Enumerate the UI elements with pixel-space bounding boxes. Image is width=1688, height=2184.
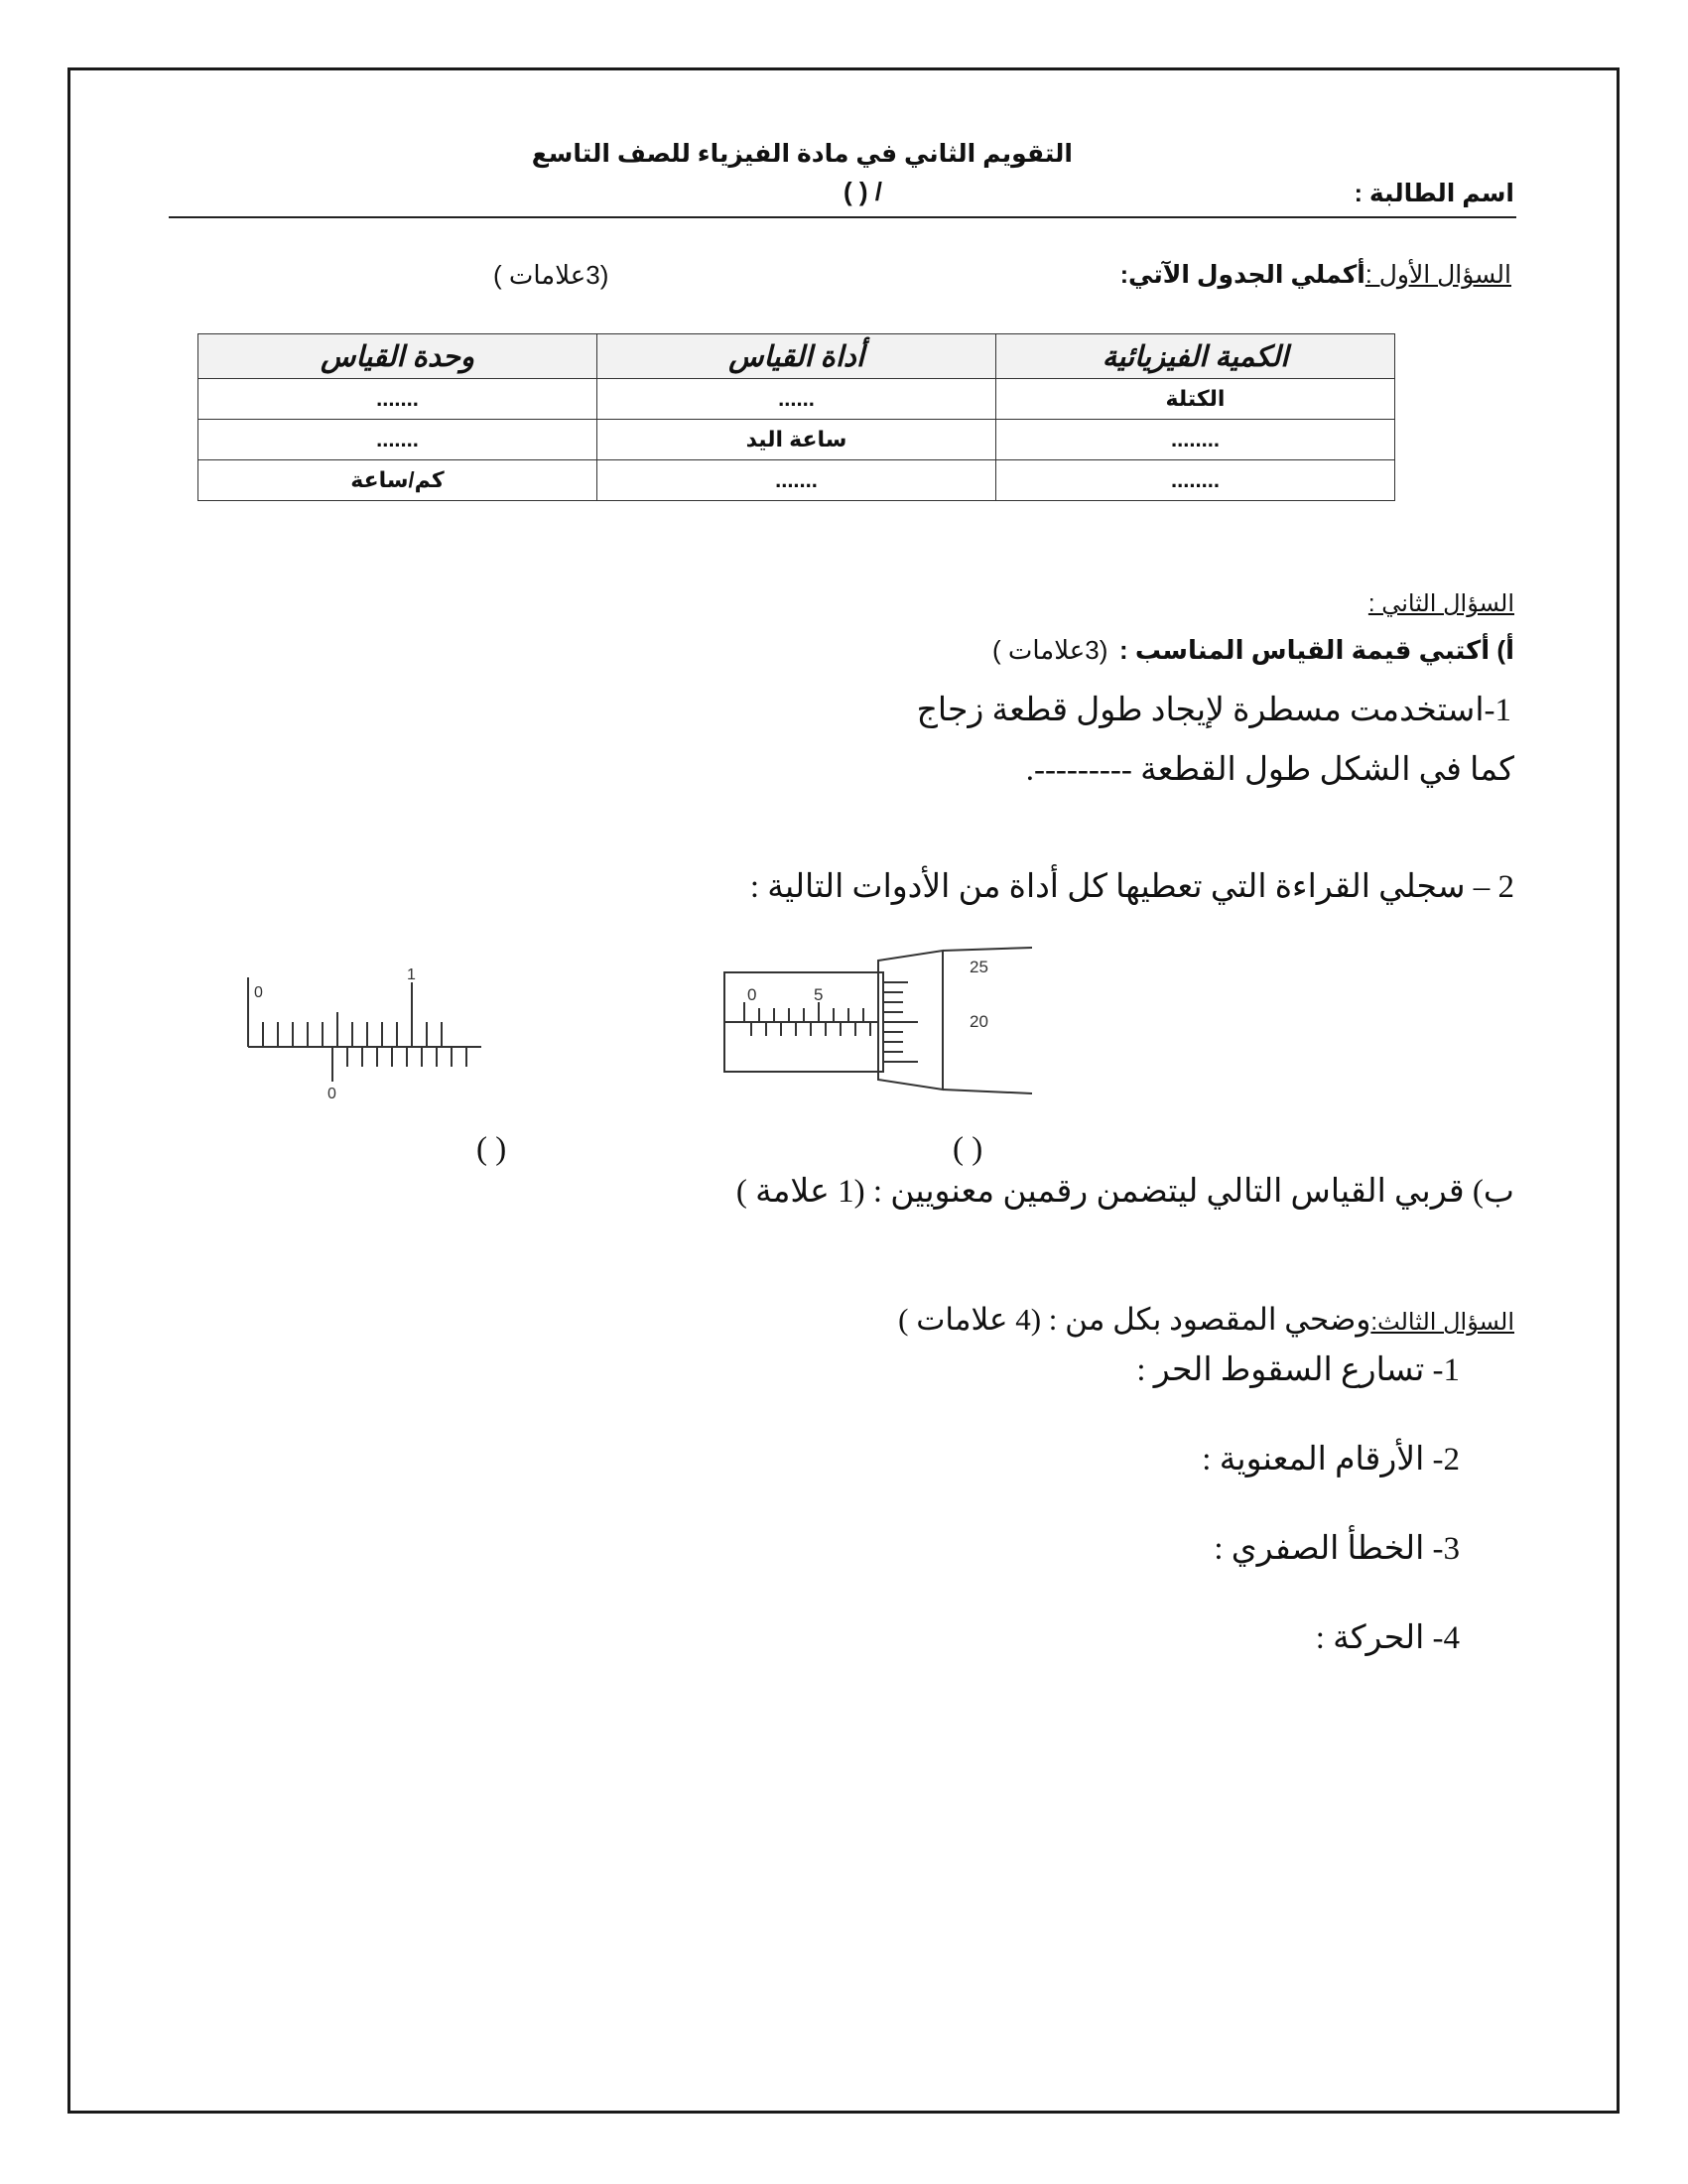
- vernier-answer-brackets: ( ): [476, 1131, 507, 1167]
- vernier-scale-zero: 0: [327, 1086, 336, 1102]
- q2-item1-line1: 1-استخدمت مسطرة لإيجاد طول قطعة زجاج: [916, 693, 1511, 728]
- table-cell: ساعة اليد: [597, 420, 996, 460]
- q1-heading: [1120, 260, 1511, 290]
- q2-item2: 2 – سجلي القراءة التي تعطيها كل أداة من الأدوات التالية :: [749, 869, 1514, 905]
- header-unit: وحدة القياس: [198, 334, 597, 379]
- thimble-label-20: 20: [970, 1012, 988, 1031]
- q2-part-b: ب) قربي القياس التالي ليتضمن رقمين معنويين : (1 علامة ): [735, 1174, 1514, 1210]
- header-quantity: الكمية الفيزيائية: [996, 334, 1395, 379]
- vernier-caliper-figure: [218, 967, 486, 1106]
- student-name-label: اسم الطالبة :: [1354, 180, 1514, 207]
- table-cell: كم/ساعة: [198, 460, 597, 501]
- table-cell: ........: [996, 460, 1395, 501]
- table-cell: ........: [996, 420, 1395, 460]
- table-cell: .......: [597, 460, 996, 501]
- q3-heading: [898, 1302, 1514, 1338]
- sleeve-label-zero: 0: [747, 985, 757, 1004]
- q1-table: [197, 333, 1395, 501]
- q3-item-2: 2- الأرقام المعنوية :: [1202, 1442, 1460, 1477]
- table-cell: .......: [198, 420, 597, 460]
- score-box: ( ) /: [844, 177, 882, 206]
- thimble-label-25: 25: [970, 958, 988, 976]
- header-instrument: أداة القياس: [597, 334, 996, 379]
- header-divider: [169, 216, 1516, 218]
- table-cell: الكتلة: [996, 379, 1395, 420]
- q1-label: السؤال الأول :: [1364, 261, 1511, 289]
- sleeve-label-five: 5: [814, 985, 824, 1004]
- q3-instruction: وضحي المقصود بكل من : (4 علامات ): [898, 1302, 1371, 1337]
- q2-item1-line2: كما في الشكل طول القطعة ---------.: [1025, 752, 1514, 788]
- q3-item-4: 4- الحركة :: [1315, 1620, 1460, 1656]
- table-row: [198, 420, 1395, 460]
- micrometer-answer-brackets: ( ): [953, 1131, 983, 1167]
- q1-instruction: أكملي الجدول الآتي:: [1119, 261, 1365, 289]
- q3-item-3: 3- الخطأ الصفري :: [1214, 1531, 1460, 1567]
- table-row: [198, 460, 1395, 501]
- page-title: التقويم الثاني في مادة الفيزياء للصف التاسع: [531, 140, 1073, 168]
- table-cell: ......: [597, 379, 996, 420]
- q1-marks: (3علامات ): [493, 260, 609, 290]
- q2-part-a-marks: (3علامات ): [992, 635, 1108, 665]
- table-row: [198, 379, 1395, 420]
- q2-part-a: أ) أكتبي قيمة القياس المناسب :: [1119, 635, 1514, 665]
- vernier-main-zero: 0: [254, 984, 263, 1001]
- q3-item-1: 1- تسارع السقوط الحر :: [1136, 1352, 1460, 1388]
- vernier-main-one: 1: [407, 967, 416, 983]
- q2-label: السؤال الثاني :: [1367, 590, 1514, 617]
- table-cell: .......: [198, 379, 597, 420]
- micrometer-figure: [719, 943, 1047, 1111]
- q3-label: السؤال الثالث:: [1370, 1309, 1514, 1336]
- table-header-row: [198, 334, 1395, 379]
